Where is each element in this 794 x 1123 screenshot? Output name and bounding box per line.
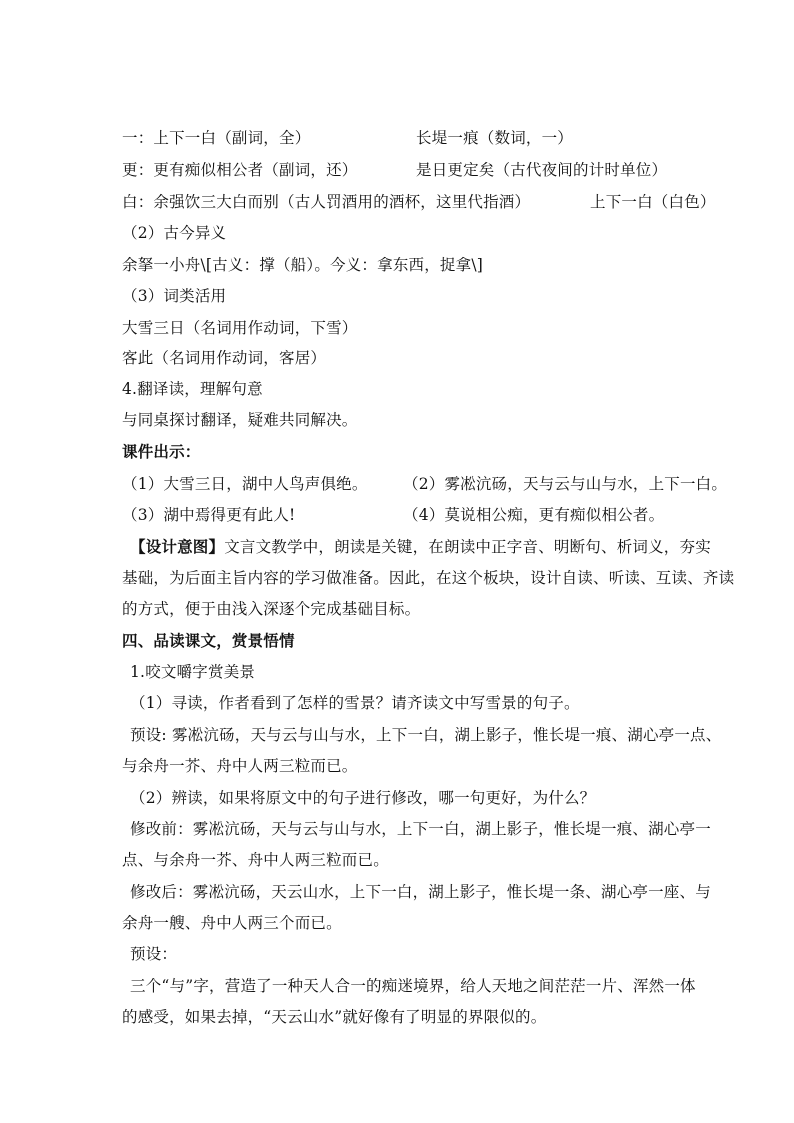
section-subheading: （2）古今异义 xyxy=(122,224,227,242)
text-line: 与同桌探讨翻译，疑难共同解决。 xyxy=(122,411,358,429)
text-line: 余拏一小舟\[古义：撑（船）。今义：拿东西，捉拿\] xyxy=(122,256,483,274)
text-line: 点、与余舟一芥、舟中人两三粒而已。 xyxy=(122,851,389,869)
text-line: 一：上下一白（副词，全） xyxy=(122,129,311,147)
text-line: 修改后：雾凇沆砀，天云山水，上下一白，湖上影子，惟长堤一条、湖心亭一座、与 xyxy=(130,883,711,901)
section-subheading: 1.咬文嚼字赏美景 xyxy=(130,663,256,681)
courseware-label: 课件出示： xyxy=(122,442,201,461)
text-line: 预设: 雾凇沆砀，天与云与山与水，上下一白，湖上影子，惟长堤一痕、湖心亭一点、 xyxy=(130,726,722,744)
text-line: （3）湖中焉得更有此人! xyxy=(122,506,296,524)
section-subheading: （3）词类活用 xyxy=(122,287,227,305)
text-line: 长堤一痕（数词，一） xyxy=(416,129,574,147)
text-line: 白：余强饮三大白而别（古人罚酒用的酒杯，这里代指酒） xyxy=(122,193,531,211)
text-line: （2）雾凇沆砀，天与云与山与水，上下一白。 xyxy=(403,475,728,493)
text-line: 是日更定矣（古代夜间的计时单位） xyxy=(416,161,668,179)
text-line: （1）寻读，作者看到了怎样的雪景？请齐读文中写雪景的句子。 xyxy=(130,694,580,712)
text-span: 文言文教学中，朗读是关键，在朗读中正字音、明断句、析词义，夯实 xyxy=(224,538,711,556)
design-intent-paragraph xyxy=(130,537,711,557)
text-line: （2）辨读，如果将原文中的句子进行修改，哪一句更好，为什么？ xyxy=(130,789,596,807)
text-line: 上下一白（白色） xyxy=(590,193,716,211)
section-heading: 四、品读课文，赏景悟情 xyxy=(122,631,295,650)
text-line: 三个“与”字，营造了一种天人合一的痴迷境界，给人天地之间茫茫一片、浑然一体 xyxy=(130,977,696,995)
text-line: 更：更有痴似相公者（副词，还） xyxy=(122,161,358,179)
text-line: 与余舟一芥、舟中人两三粒而已。 xyxy=(122,757,358,775)
text-line: （4）莫说相公痴，更有痴似相公者。 xyxy=(403,506,665,524)
text-line: 的感受，如果去掉，“天云山水”就好像有了明显的界限似的。 xyxy=(122,1008,547,1026)
text-line: 大雪三日（名词用作动词，下雪） xyxy=(122,319,358,337)
text-line: 的方式，便于由浅入深逐个完成基础目标。 xyxy=(122,600,421,618)
text-line: 余舟一艘、舟中人两三个而已。 xyxy=(122,914,342,932)
text-line: 预设： xyxy=(130,945,178,963)
text-line: （1）大雪三日，湖中人鸟声俱绝。 xyxy=(122,475,368,493)
section-subheading: 4.翻译读，理解句意 xyxy=(122,380,263,398)
design-intent-label: 【设计意图】 xyxy=(130,537,225,556)
text-line: 客此（名词用作动词，客居） xyxy=(122,349,327,367)
text-line: 修改前：雾凇沆砀，天与云与山与水，上下一白，湖上影子，惟长堤一痕、湖心亭一 xyxy=(130,820,711,838)
text-line: 基础，为后面主旨内容的学习做准备。因此，在这个板块，设计自读、听读、互读、齐读 xyxy=(122,569,735,587)
